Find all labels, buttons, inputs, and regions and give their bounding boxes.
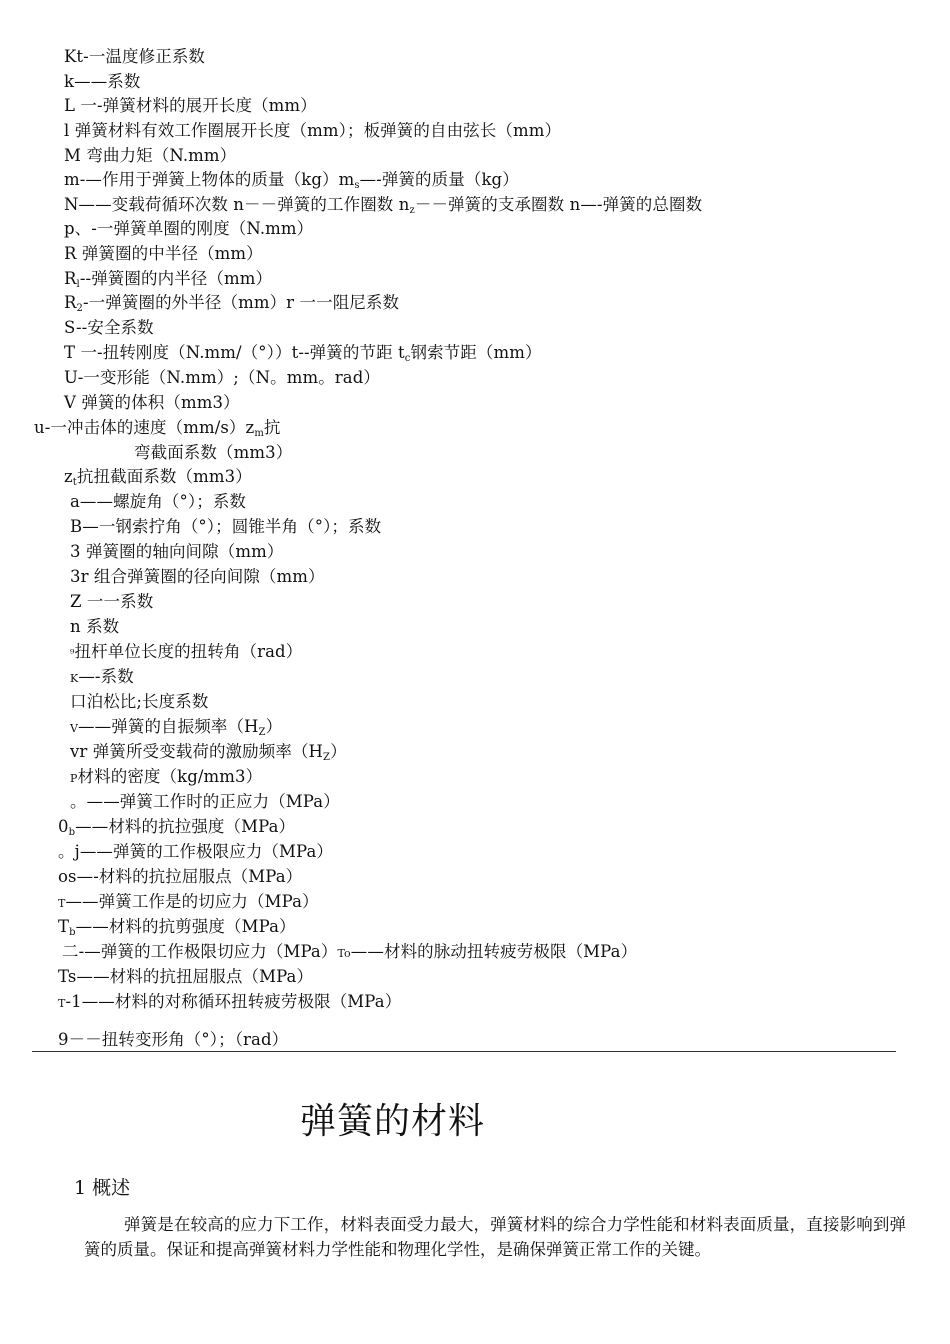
symbol-text: 抗扭截面系数（mm3） [76,467,252,486]
symbol-definition [64,218,313,240]
symbol-definition [64,367,380,389]
symbol-text: ） [330,742,347,761]
symbol-text: P [70,772,78,785]
symbol-text: T 一-扭转刚度（N.mm/（°））t--弹簧的节距 t [64,343,405,362]
symbol-definition [70,641,302,665]
symbol-definition [70,566,325,588]
subscript: Z [258,727,266,738]
symbol-text: p、-一弹簧单圈的刚度（N.mm） [64,219,314,238]
symbol-text: 9－－扭转变形角（°）；（rad） [58,1030,289,1049]
symbol-text: －－弹簧的支承圈数 n—-弹簧的总圈数 [414,195,703,214]
symbol-text: vr 弹簧所受变载荷的激励频率（H [70,742,324,761]
symbol-definition [58,816,295,844]
symbol-text: B—一钢索拧角（°）；圆锥半角（°）；系数 [70,517,382,536]
symbol-text: os—-材料的抗拉屈服点（MPa） [58,867,303,886]
symbol-text: —-弹簧的质量（kg） [359,170,519,189]
symbol-text: ⁹ [70,647,75,660]
symbol-definition [58,891,319,915]
symbol-text: 钢索节距（mm） [410,343,542,362]
symbol-text: 3 弹簧圈的轴向间隙（mm） [70,542,284,561]
symbol-definition [64,292,399,320]
symbol-text: M 弯曲力矩（N.mm） [64,146,237,165]
subscript: b [69,927,76,938]
symbol-definition [64,145,236,167]
symbol-definition [70,691,208,713]
symbol-definition [58,866,302,888]
symbol-text: ） [265,717,283,736]
symbol-text: ——材料的抗拉强度（MPa） [75,817,296,836]
body-paragraph: 弹簧是在较高的应力下工作，材料表面受力最大，弹簧材料的综合力学性能和材料表面质量，直接影响到弹簧的质量。保证和提高弹簧材料力学性能和物理化学性，是确保弹簧正常工作的关键。 [84,1215,906,1259]
symbol-text: T [58,917,70,936]
symbol-definition [70,516,381,538]
symbol-text: ——弹簧的自振频率（H [78,717,259,736]
symbol-definition [62,941,637,965]
symbol-definition [64,392,240,414]
symbol-definition [64,169,519,197]
symbol-text: ——弹簧工作是的切应力（MPa） [65,892,319,911]
symbol-text: To [337,947,351,960]
symbol-text: 二-—弹簧的工作极限切应力（MPa） [62,942,338,961]
symbol-text: 抗 [263,418,281,437]
subscript: b [68,827,76,838]
symbol-text: V 弹簧的体积（mm3） [64,393,240,412]
symbol-text: n 系数 [70,617,120,636]
symbol-definition [64,120,561,142]
symbol-definition [70,791,340,813]
symbol-text: m-—作用于弹簧上物体的质量（kg）m [64,170,355,189]
symbol-text: Kt-一温度修正系数 [64,47,206,66]
symbol-text: Z 一一系数 [70,592,154,611]
symbol-definition [70,716,282,744]
symbol-definition [58,1029,288,1051]
symbol-definition [70,666,134,690]
symbol-definition [70,741,347,769]
symbol-definition [58,841,333,863]
subscript: s [354,180,360,191]
symbol-definition [64,46,205,68]
subscript: c [404,353,411,364]
symbol-text: R [64,293,77,312]
subscript: m [254,428,264,439]
symbol-text: 口泊松比;长度系数 [70,692,209,711]
symbol-text: a——螺旋角（°）；系数 [70,492,247,511]
symbol-text: R [64,269,77,288]
symbol-definition [70,616,119,638]
symbol-definition [58,966,313,988]
symbol-text: -一弹簧圈的外半径（mm）r 一一阻尼系数 [83,293,400,312]
subscript: 2 [76,303,83,314]
symbol-text: 。j——弹簧的工作极限应力（MPa） [58,842,334,861]
symbol-text: l 弹簧材料有效工作圈展开长度（mm）；板弹簧的自由弦长（mm） [64,121,562,140]
symbol-text: N——变载荷循环次数 n－－弹簧的工作圈数 n [64,195,410,214]
symbol-text: Ts——材料的抗扭屈服点（MPa） [58,967,314,986]
symbol-definition [64,342,542,370]
symbol-text: K [70,672,79,685]
symbol-text: L 一-弹簧材料的展开长度（mm） [64,96,317,115]
symbol-text: 。——弹簧工作时的正应力（MPa） [70,792,340,811]
symbol-definition [70,766,262,790]
symbol-text: -1——材料的对称循环扭转疲劳极限（MPa） [65,992,402,1011]
symbol-text: R 弹簧圈的中半径（mm） [64,244,263,263]
symbol-definition [58,916,296,944]
symbol-text: k——系数 [64,72,141,91]
symbol-definition [34,417,281,445]
symbol-definition [58,991,401,1015]
subscript: l [76,279,80,290]
symbol-text: ——材料的脉动扭转疲劳极限（MPa） [350,942,638,961]
symbol-text: 弯截面系数（mm3） [134,443,293,462]
subscript: t [72,477,77,488]
symbol-text: u-一冲击体的速度（mm/s）z [34,418,255,437]
subscript: z [409,205,415,216]
section-divider [32,1051,896,1052]
symbol-definition [64,71,141,93]
symbol-text: ——材料的抗剪强度（MPa） [75,917,296,936]
symbol-definition [70,491,246,513]
symbol-text: T [58,997,66,1010]
symbol-text: 扭杆单位长度的扭转角（rad） [74,642,303,661]
section-title: 弹簧的材料 [300,1101,486,1142]
subscript: Z [323,752,331,763]
symbol-definition [64,95,317,117]
symbol-text: S--安全系数 [64,318,154,337]
symbol-definition [70,541,283,563]
symbol-text: T [58,897,66,910]
symbol-text: z [64,467,73,486]
symbol-definition [64,466,252,494]
symbol-text: —-系数 [78,667,134,686]
symbol-text: U-一变形能（N.mm）;（N。mm。rad） [64,368,380,387]
symbol-text: V [70,722,79,735]
symbol-text: 材料的密度（kg/mm3） [77,767,263,786]
symbol-definition [70,591,153,613]
symbol-definition [64,317,154,339]
symbol-text: 3r 组合弹簧圈的径向间隙（mm） [70,567,325,586]
symbol-text: 0 [58,817,69,836]
symbol-definition [64,243,263,265]
symbol-text: --弹簧圈的内半径（mm） [79,269,273,288]
symbol-definition [134,442,292,464]
subsection-heading: 1 概述 [74,1177,131,1199]
